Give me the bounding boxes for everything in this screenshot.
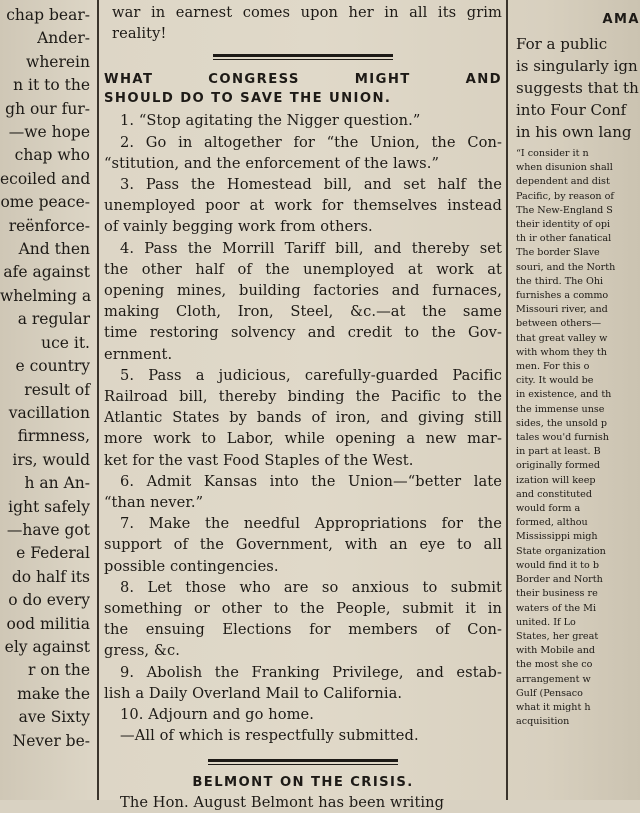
right-column-quote-line: between others— <box>516 318 602 330</box>
article-line: opening mines, building factories and furnaces, <box>104 282 502 300</box>
left-column-line: chap who <box>14 146 90 165</box>
right-column-quote-line: Gulf (Pensaco <box>516 687 583 699</box>
article-line: making Cloth, Iron, Steel, &c.—at the same <box>104 303 502 321</box>
right-column-quote-line: with whom they th <box>516 346 607 358</box>
right-column-quote-line: Mississippi migh <box>516 531 598 543</box>
right-column-quote-line: that great valley w <box>516 332 608 344</box>
main-column <box>104 0 502 811</box>
right-column-quote-line: united. If Lo <box>516 616 576 628</box>
right-column-quote-line: Missouri river, and <box>516 304 608 316</box>
left-column-line: wherein <box>26 52 90 71</box>
article-line: “stitution, and the enforcement of the laws.” <box>104 154 440 172</box>
article-line: Railroad bill, thereby binding the Pacific to the <box>104 388 502 406</box>
right-column-quote-line: men. For this o <box>516 361 590 373</box>
right-column-quote-line: the third. The Ohi <box>516 275 604 287</box>
column-rule-right <box>506 0 508 800</box>
right-column-title: AMA <box>602 12 640 27</box>
left-column-line: chap bear- <box>6 6 90 24</box>
article-line: 9. Abolish the Franking Privilege, and estab- <box>120 663 502 681</box>
left-column-line: —have got <box>6 520 90 539</box>
right-column-quote-line: arrangement w <box>516 673 591 685</box>
article-line: 6. Admit Kansas into the Union—“better late <box>120 472 502 490</box>
column-rule-left <box>97 0 99 800</box>
article-line: time restoring solvency and credit to the Gov- <box>104 324 502 342</box>
right-column-quote-line: State organization <box>516 545 606 557</box>
right-column-line: in his own lang <box>516 123 632 141</box>
right-column-quote-line: city. It would be <box>516 375 594 387</box>
article-line: 8. Let those who are so anxious to submit <box>120 578 502 596</box>
right-column-quote-line: waters of the Mi <box>516 602 597 614</box>
right-column-quote-line: what it might h <box>516 701 591 713</box>
article-line: “than never.” <box>104 494 204 512</box>
headline-line: SHOULD DO TO SAVE THE UNION. <box>104 91 392 107</box>
section-rule-bottom <box>208 759 398 765</box>
headline-line: WHAT CONGRESS MIGHT AND <box>104 72 502 88</box>
left-column-line: afe against <box>3 263 90 282</box>
left-column-line: vacillation <box>8 403 90 422</box>
article-line: the other half of the unemployed at work at <box>104 260 502 278</box>
left-column-text <box>0 0 92 753</box>
left-column-line: ecoiled and <box>0 169 91 188</box>
left-column-line: o do every <box>8 591 90 610</box>
left-column-line: whelming a <box>0 286 92 305</box>
left-column-line: Never be- <box>12 731 90 750</box>
intro-line: reality! <box>112 25 167 43</box>
right-column-line: into Four Conf <box>516 101 627 119</box>
right-column-quote <box>516 147 640 729</box>
right-column-quote-line: formed, althou <box>516 517 588 529</box>
right-column-intro <box>516 33 640 143</box>
article-line: possible contingencies. <box>104 557 279 575</box>
article-line: ket for the vast Food Staples of the West. <box>104 451 414 469</box>
right-column-quote-line: originally formed <box>516 460 600 472</box>
left-column-line: a regular <box>17 310 90 329</box>
left-column <box>0 0 92 800</box>
article-line: —All of which is respectfully submitted. <box>120 727 419 745</box>
article-line: more work to Labor, while opening a new mar- <box>104 430 502 448</box>
right-column-line: For a public <box>516 35 608 53</box>
intro-line: war in earnest comes upon her in all its grim <box>112 4 502 21</box>
left-column-line: make the <box>17 684 90 703</box>
article-line: support of the Government, with an eye to all <box>104 536 502 554</box>
article-line: 4. Pass the Morrill Tariff bill, and thereby set <box>120 239 502 257</box>
right-column-quote-line: tales wou'd furnish <box>516 432 609 444</box>
article-line: 1. “Stop agitating the Nigger question.” <box>120 112 421 130</box>
section-rule-top <box>213 54 393 60</box>
right-column-quote-line: their identity of opi <box>516 219 611 231</box>
article-line: something or other to the People, submit it in <box>104 600 502 618</box>
left-column-line: Ander- <box>37 29 90 48</box>
next-article-line: The Hon. August Belmont has been writing <box>120 793 445 811</box>
right-column-quote-line: in existence, and th <box>516 389 612 401</box>
right-column-quote-line: “I consider it n <box>516 148 589 159</box>
left-column-line: uce it. <box>41 333 90 352</box>
right-column-text <box>512 0 640 729</box>
right-column-quote-line: their business re <box>516 588 598 600</box>
right-column-quote-line: Pacific, by reason of <box>516 190 614 202</box>
right-column-line: suggests that th <box>516 79 639 97</box>
left-column-line: ave Sixty <box>18 708 90 727</box>
article-line: gress, &c. <box>104 642 181 660</box>
right-column-quote-line: sides, the unsold p <box>516 417 608 429</box>
right-column-quote-line: the immense unse <box>516 403 605 415</box>
right-column-quote-line: The border Slave <box>516 247 600 259</box>
left-column-line: ight safely <box>8 497 90 516</box>
right-column-quote-line: with Mobile and <box>516 645 596 657</box>
left-column-line: ome peace- <box>0 193 90 212</box>
left-column-line: ely against <box>4 637 90 656</box>
left-column-line: ood militia <box>6 614 90 633</box>
right-column-line: is singularly ign <box>516 57 638 75</box>
right-column-quote-line: the most she co <box>516 659 593 671</box>
left-column-line: reënforce- <box>8 216 90 235</box>
right-column <box>512 0 640 800</box>
right-column-quote-line: and constituted <box>516 488 592 500</box>
article-line: 5. Pass a judicious, carefully-guarded Pacific <box>120 366 502 384</box>
left-column-line: e country <box>15 357 90 376</box>
article-line: the ensuing Elections for members of Con- <box>104 621 502 639</box>
article-line: of vainly begging work from others. <box>104 218 373 236</box>
right-column-quote-line: th ir other fanatical <box>516 233 612 245</box>
article-line: 3. Pass the Homestead bill, and set half the <box>120 176 502 194</box>
left-column-line: —we hope <box>8 123 90 142</box>
right-column-quote-line: souri, and the North <box>516 261 616 273</box>
next-headline: BELMONT ON THE CRISIS. <box>192 774 414 790</box>
left-column-line: irs, would <box>12 450 90 469</box>
article-body <box>104 110 502 746</box>
article-line: 10. Adjourn and go home. <box>120 706 314 724</box>
right-column-quote-line: Border and North <box>516 574 603 586</box>
right-column-quote-line: acquisition <box>516 716 570 728</box>
left-column-line: firmness, <box>17 427 90 446</box>
right-column-quote-line: when disunion shall <box>516 162 613 174</box>
right-column-quote-line: dependent and dist <box>516 176 610 188</box>
left-column-line: n it to the <box>13 76 90 95</box>
left-column-line: r on the <box>28 661 90 680</box>
intro-paragraph <box>104 0 502 44</box>
left-column-line: gh our fur- <box>5 99 90 118</box>
headline <box>104 70 502 108</box>
right-column-quote-line: ization will keep <box>516 474 596 486</box>
right-column-quote-line: in part at least. B <box>516 446 601 458</box>
right-column-quote-line: would form a <box>516 503 581 515</box>
right-column-quote-line: States, her great <box>516 630 599 642</box>
left-column-line: e Federal <box>16 544 90 563</box>
left-column-line: result of <box>24 380 90 399</box>
article-line: ernment. <box>104 345 173 363</box>
right-column-quote-line: furnishes a commo <box>516 290 609 302</box>
left-column-line: And then <box>18 240 90 259</box>
article-line: Atlantic States by bands of iron, and giving still <box>104 409 502 427</box>
right-column-quote-line: The New-England S <box>516 204 613 216</box>
article-line: lish a Daily Overland Mail to California. <box>104 684 403 702</box>
right-column-quote-line: would find it to b <box>516 559 599 571</box>
article-line: 2. Go in altogether for “the Union, the Con- <box>120 133 502 151</box>
left-column-line: h an An- <box>24 474 90 493</box>
left-column-line: do half its <box>11 567 90 586</box>
article-line: unemployed poor at work for themselves instead <box>104 197 502 215</box>
article-line: 7. Make the needful Appropriations for the <box>120 515 502 533</box>
